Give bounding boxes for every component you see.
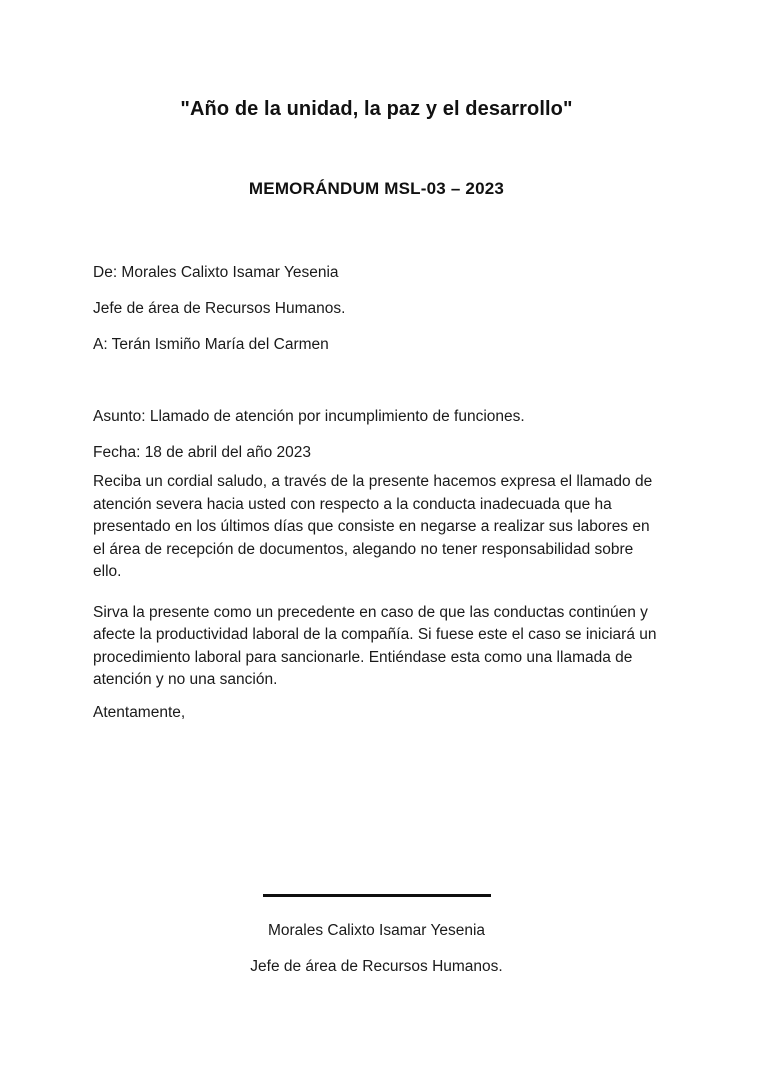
signature-rule	[263, 894, 491, 897]
body-paragraph-2: Sirva la presente como un precedente en caso de que las conductas continúen y afecte la productividad laboral de la compañía. Si fuese este el caso se iniciará un procedimiento laboral para sancionarle. Entiéndase esta como una llamada de atención y no una sanción.	[93, 603, 657, 688]
sender-role-line: Jefe de área de Recursos Humanos.	[93, 300, 346, 317]
memo-heading: MEMORÁNDUM MSL-03 – 2023	[248, 179, 505, 198]
closing-salutation: Atentamente,	[93, 704, 186, 721]
memo-meta-block	[93, 399, 660, 471]
recipient-line: A: Terán Ismiño María del Carmen	[93, 336, 329, 353]
document-title: "Año de la unidad, la paz y el desarrollo"	[180, 98, 573, 120]
body-block	[93, 471, 660, 692]
addressing-block	[93, 255, 660, 363]
signature-name: Morales Calixto Isamar Yesenia	[267, 922, 486, 939]
body-paragraph-1: Reciba un cordial saludo, a través de la presente hacemos expresa el llamado de atención severa hacia usted con respecto a la conducta inadecuada que ha presentado en los últimos días que consiste en negarse a realizar sus labores en el área de recepción de documentos, alegando no tener responsabilidad sobre ello.	[93, 473, 653, 580]
signature-block	[93, 880, 660, 978]
signature-role: Jefe de área de Recursos Humanos.	[250, 958, 503, 975]
date-line: Fecha: 18 de abril del año 2023	[93, 444, 312, 461]
sender-name-line: De: Morales Calixto Isamar Yesenia	[93, 264, 339, 281]
subject-line: Asunto: Llamado de atención por incumplimiento de funciones.	[93, 408, 525, 425]
